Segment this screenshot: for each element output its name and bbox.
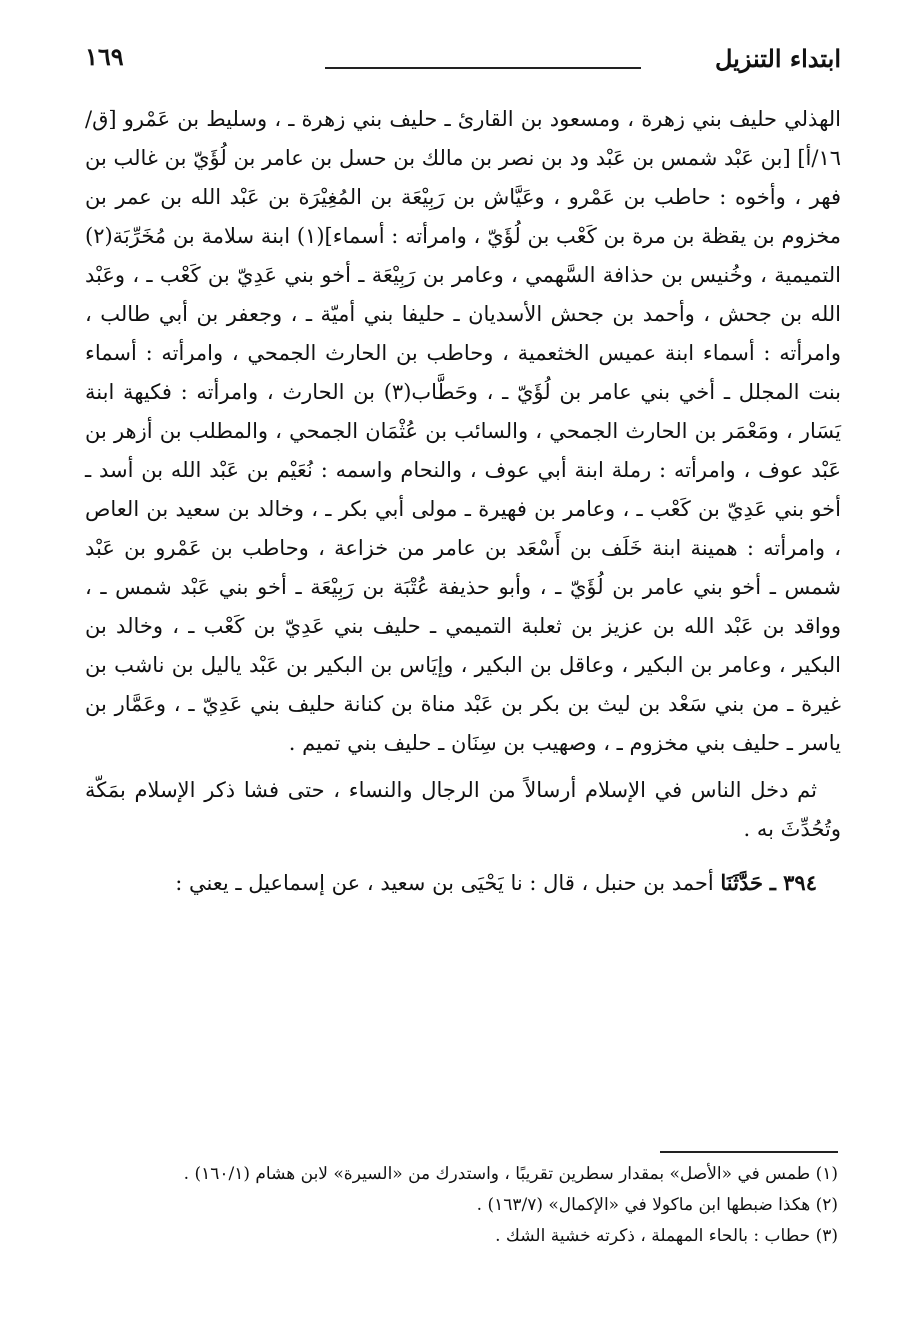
paragraph-spread-of-islam: ثم دخل الناس في الإسلام أرسالاً من الرجال والنساء ، حتى فشا ذكر الإسلام بمَكّة وتُحُدِّثَ به . <box>85 778 841 841</box>
hadith-paragraph <box>85 863 841 903</box>
page-number: ١٦٩ <box>85 42 124 71</box>
page-header <box>85 40 841 84</box>
paragraph-companions-list: الهذلي حليف بني زهرة ، ومسعود بن القارئ ـ حليف بني زهرة ـ ، وسليط بن عَمْرو [ق/١٦/أ] [بن عَبْد شمس بن عَبْد ود بن نصر بن مالك بن حسل بن عامر بن لُؤَيّ بن غالب بن فهر ، وأخوه : حاطب بن عَمْرو ، وعَيَّاش بن رَبِيْعَة بن المُغِيْرَة بن عَبْد الله بن عمر بن مخزوم بن يقظة بن مرة بن كَعْب بن لُؤَيّ ، وامرأته : أسماء](١) ابنة سلامة بن مُخَرِّبَة(٢) التميمية ، وخُنيس بن حذافة السَّهمي ، وعامر بن رَبِيْعَة ـ أخو بني عَدِيّ بن كَعْب ـ ، وعَبْد الله بن جحش ، وأحمد بن جحش الأسديان ـ حليفا بني أميّة ـ ، وجعفر بن أبي طالب ، وامرأته : أسماء ابنة عميس الخثعمية ، وحاطب بن الحارث الجمحي ، وامرأته : أسماء بنت المجلل ـ أخي بني عامر بن لُؤَيّ ـ ، وحَطَّاب(٣) بن الحارث ، وامرأته : فكيهة ابنة يَسَار ، ومَعْمَر بن الحارث الجمحي ، والسائب بن عُثْمَان الجمحي ، والمطلب بن أزهر بن عَبْد عوف ، وامرأته : رملة ابنة أبي عوف ، والنحام واسمه : نُعَيْم بن عَبْد الله بن أسد ـ أخو بني عَدِيّ بن كَعْب ـ ، وعامر بن فهيرة ـ مولى أبي بكر ـ ، وخالد بن سعيد بن العاص ، وامرأته : همينة ابنة خَلَف بن أَسْعَد بن عامر من خزاعة ، وحاطب بن عَمْرو بن عَبْد شمس ـ أخو بني عامر بن لُؤَيّ ـ ، وأبو حذيفة عُتْبَة بن رَبِيْعَة ـ أخو بني عَبْد شمس ـ ، وواقد بن عَبْد الله بن عزيز بن ثعلبة التميمي ـ حليف بني عَدِيّ بن كَعْب ـ ، وخالد بن البكير ، وعامر بن البكير ، وعاقل بن البكير ، وإيَاس بن البكير بن عَبْد ياليل بن ناشب بن غيرة ـ من بني سَعْد بن ليث بن بكر بن عَبْد مناة بن كنانة حليف بني عَدِيّ ـ ، وعَمَّار بن ياسر ـ حليف بني مخزوم ـ ، وصهيب بن سِنَان ـ حليف بني تميم . <box>85 107 842 755</box>
footnote-separator <box>660 1151 838 1153</box>
footnotes <box>98 1159 838 1252</box>
footnote-2: (٢) هكذا ضبطها ابن ماكولا في «الإكمال» (١٦٣/٧) . <box>476 1195 838 1215</box>
header-rule <box>325 67 641 69</box>
footnote-1: (١) طمس في «الأصل» بمقدار سطرين تقريبًا ، واستدرك من «السيرة» لابن هشام (١٦٠/١) . <box>183 1164 838 1184</box>
hadith-opening: حَدَّثَنَا <box>720 870 763 895</box>
hadith-text: أحمد بن حنبل ، قال : نا يَحْيَى بن سعيد ، عن إسماعيل ـ يعني : <box>175 871 714 895</box>
footnote-3: (٣) حطاب : بالحاء المهملة ، ذكرته خشية الشك . <box>495 1226 838 1246</box>
running-title: ابتداء التنزيل <box>714 44 841 73</box>
main-text <box>85 100 841 903</box>
hadith-number: ٣٩٤ ـ <box>769 870 817 895</box>
